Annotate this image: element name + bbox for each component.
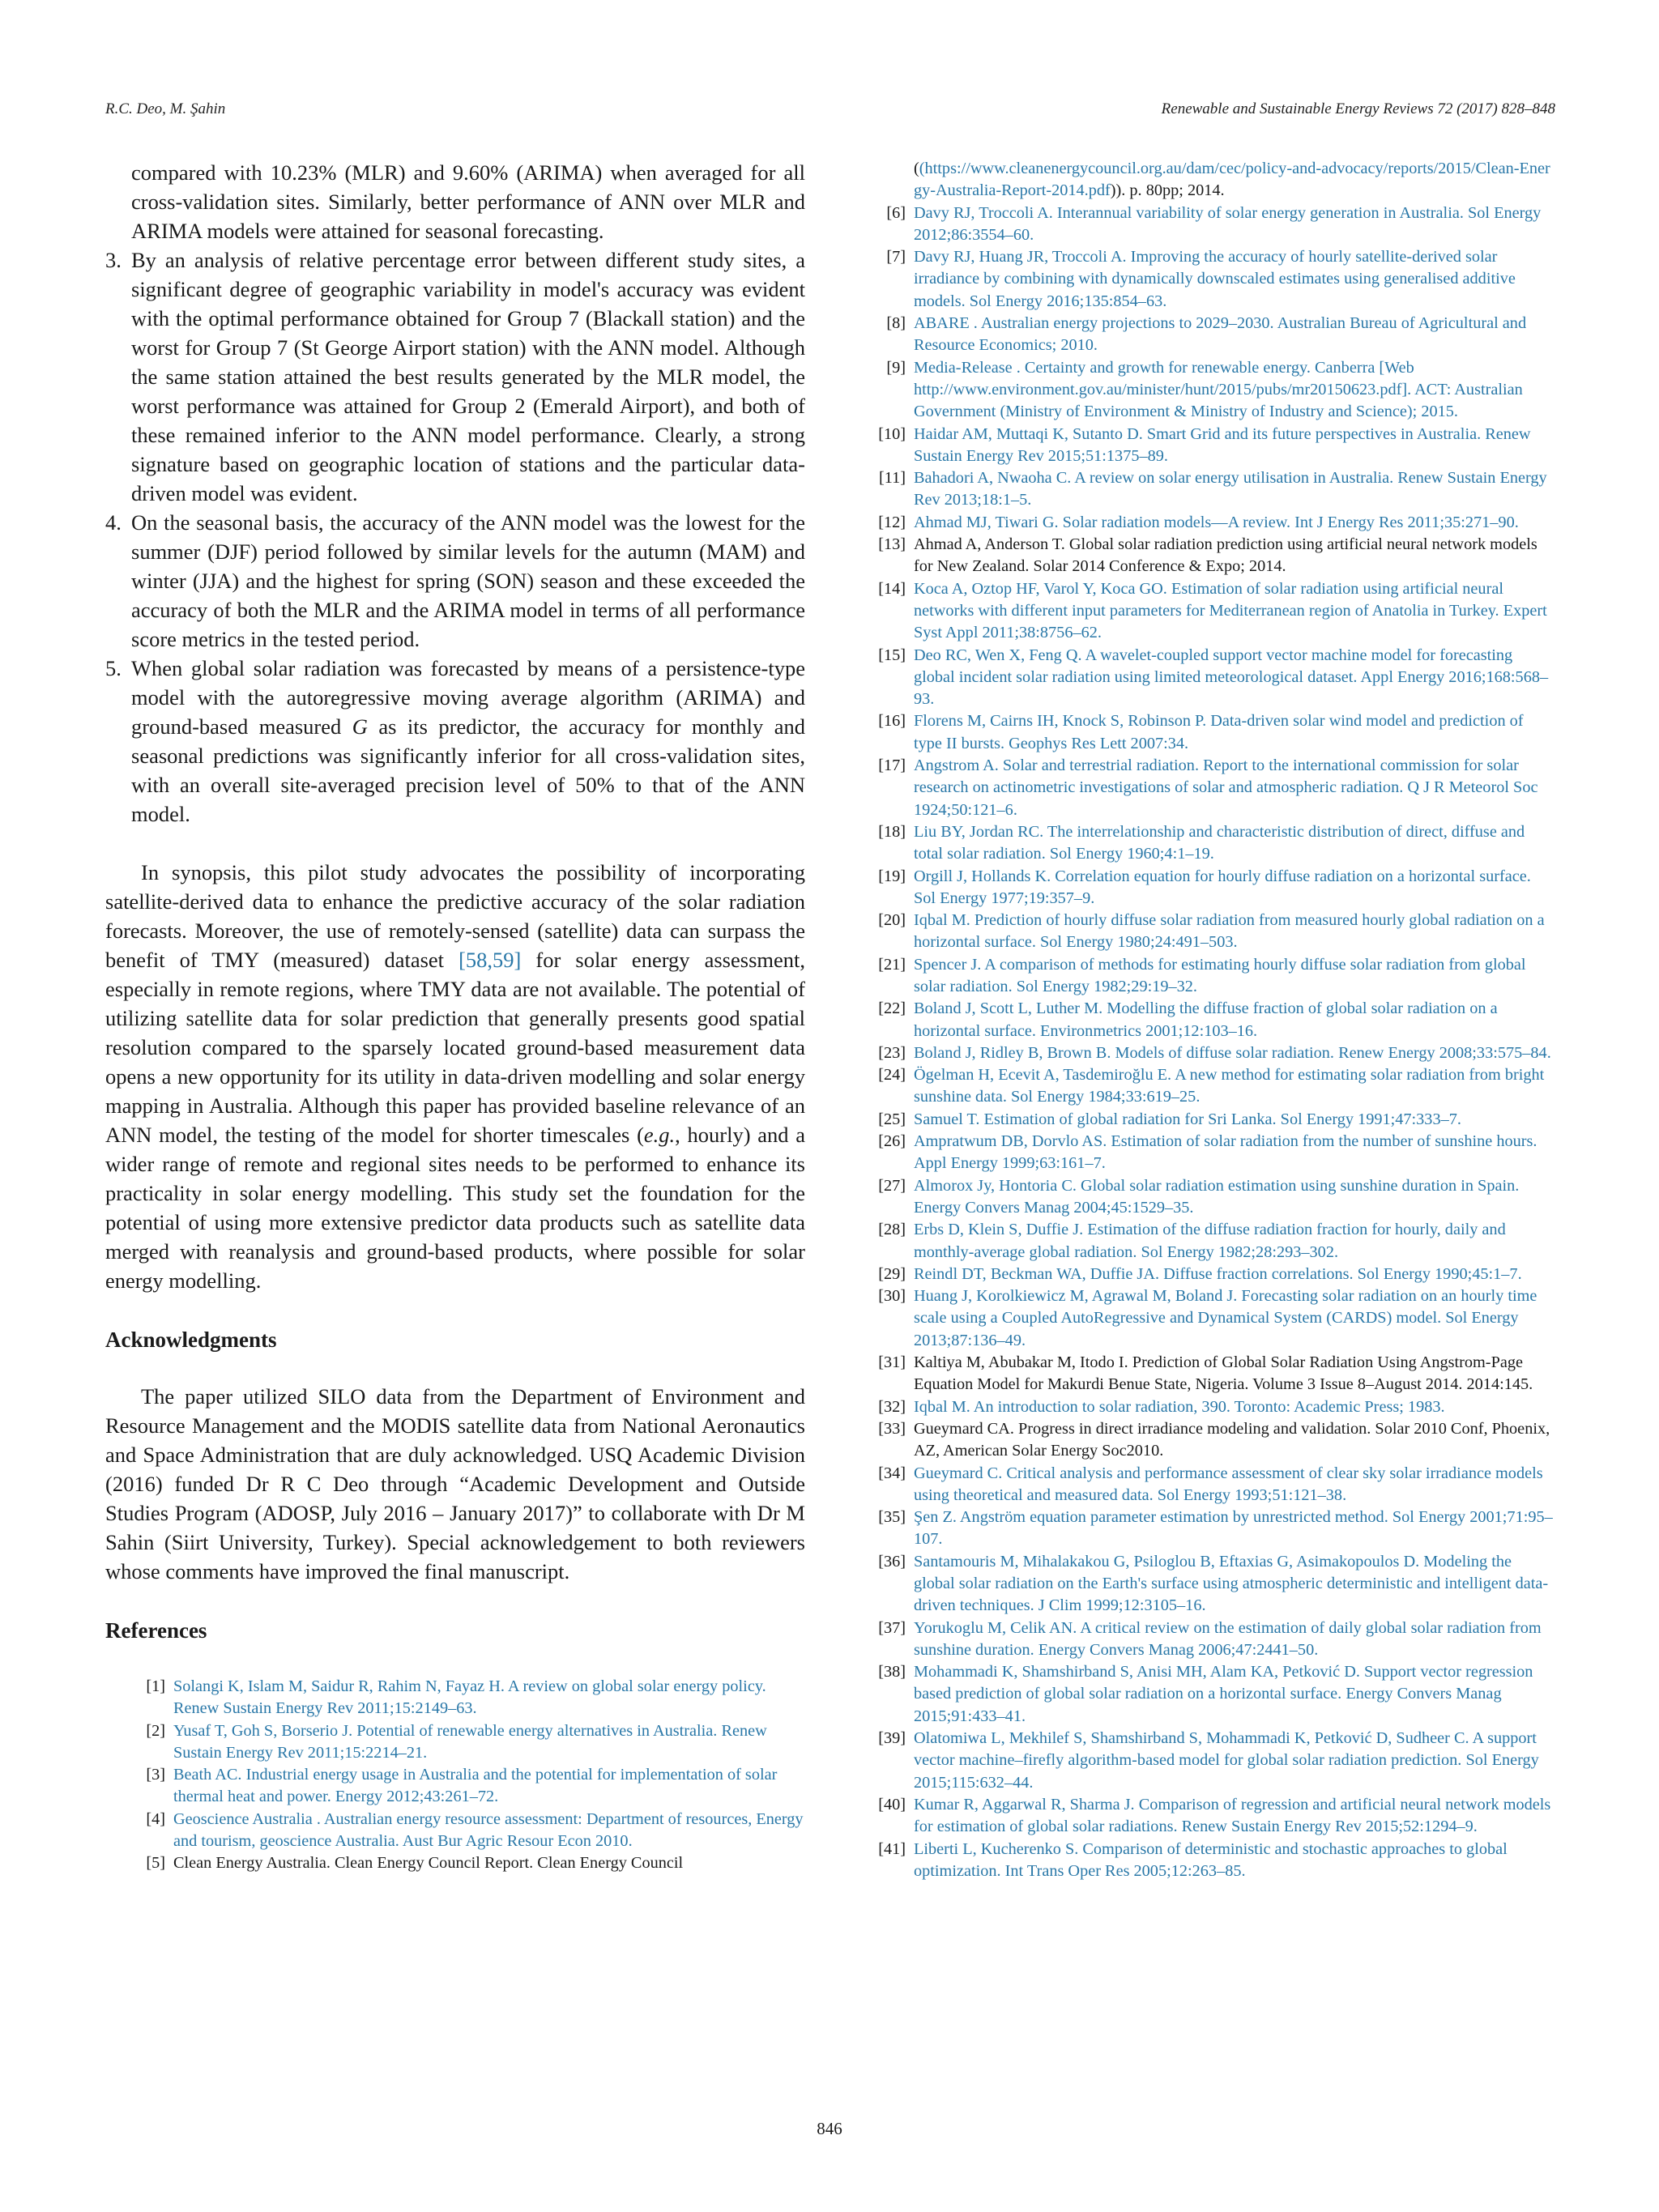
list-continuation: compared with 10.23% (MLR) and 9.60% (ARIMA) when averaged for all cross-validation sites. Similarly, better performance of ANN over MLR and ARIMA models were attained for seasonal forecasting. bbox=[131, 160, 805, 243]
reference-url-link[interactable]: (https://www.cleanenergycouncil.org.au/dam/cec/policy-and-advocacy/reports/2015/Clean-Energy-Australia-Report-2014.pdf bbox=[914, 160, 1550, 200]
reference-number: [39] bbox=[878, 1729, 906, 1748]
reference-number: [11] bbox=[878, 469, 906, 488]
reference-number: [9] bbox=[886, 358, 906, 377]
reference-text: ( bbox=[914, 160, 919, 177]
left-column bbox=[105, 158, 805, 1875]
reference-item[interactable] bbox=[864, 424, 1555, 468]
reference-number: [8] bbox=[886, 314, 906, 333]
reference-item[interactable] bbox=[864, 710, 1555, 755]
reference-number: [32] bbox=[878, 1397, 906, 1416]
synopsis-text: In synopsis, this pilot study advocates the possibility of incorporating satellite-derived data to enhance the predictive accuracy of the solar radiation forecasts. Moreover, the use of remotely-sensed (satellite) data can surpass the benefit of TMY (measured) dataset bbox=[105, 860, 805, 972]
reference-number: [6] bbox=[886, 203, 906, 222]
reference-text: Beath AC. Industrial energy usage in Australia and the potential for implementation of solar thermal heat and power. Energy 2012;43:261–72. bbox=[173, 1766, 778, 1806]
reference-number: [5] bbox=[146, 1854, 165, 1873]
reference-number: [30] bbox=[878, 1287, 906, 1306]
reference-item[interactable] bbox=[864, 1042, 1555, 1064]
reference-text: Santamouris M, Mihalakakou G, Psiloglou B, Eftaxias G, Asimakopoulos D. Modeling the global solar radiation on the Earth's surface using atmospheric deterministic and intelligent data-driven techniques. J Clim 1999;12:3105–16. bbox=[914, 1552, 1549, 1615]
acknowledgments-heading: Acknowledgments bbox=[105, 1328, 277, 1352]
list-text: When global solar radiation was forecasted by means of a persistence-type model with the autoregressive moving average algorithm (ARIMA) and ground-based measured bbox=[131, 656, 805, 739]
conclusions-list bbox=[105, 245, 805, 829]
list-number: 4. bbox=[105, 510, 122, 535]
reference-number: [35] bbox=[878, 1508, 906, 1527]
reference-item[interactable] bbox=[864, 1064, 1555, 1109]
reference-item bbox=[864, 1352, 1555, 1396]
reference-text: Bahadori A, Nwaoha C. A review on solar energy utilisation in Australia. Renew Sustain Energy Rev 2013;18:1–5. bbox=[914, 469, 1547, 509]
reference-number: [24] bbox=[878, 1066, 906, 1085]
reference-number: [40] bbox=[878, 1795, 906, 1813]
reference-number: [31] bbox=[878, 1353, 906, 1372]
list-text: By an analysis of relative percentage error between different study sites, a significant degree of geographic variability in model's accuracy was evident with the optimal performance obtained for Group 7 (Blackall station) and the worst for Group 7 (St George Airport station) with the ANN model. Although the same station attained the best results generated by the MLR model, the worst performance was attained for Group 2 (Emerald Airport), and both of these remained inferior to the ANN model performance. Clearly, a strong signature based on geographic location of stations and the particular data-driven model was evident. bbox=[131, 248, 805, 505]
reference-text: Iqbal M. An introduction to solar radiation, 390. Toronto: Academic Press; 1983. bbox=[914, 1397, 1445, 1416]
references-list-left bbox=[105, 1676, 805, 1875]
reference-item[interactable] bbox=[864, 1264, 1555, 1285]
reference-number: [14] bbox=[878, 579, 906, 598]
reference-item bbox=[123, 1852, 805, 1874]
reference-number: [15] bbox=[878, 646, 906, 664]
running-header-authors: R.C. Deo, M. Şahin bbox=[105, 100, 226, 117]
variable-g: G bbox=[352, 714, 368, 739]
reference-number: [25] bbox=[878, 1110, 906, 1128]
reference-item[interactable] bbox=[864, 357, 1555, 424]
reference-number: [21] bbox=[878, 955, 906, 974]
reference-number: [16] bbox=[878, 712, 906, 731]
reference-number: [2] bbox=[146, 1721, 165, 1740]
page-number: 846 bbox=[817, 2119, 842, 2138]
reference-number: [29] bbox=[878, 1264, 906, 1283]
reference-5-continuation bbox=[864, 158, 1555, 202]
reference-item[interactable] bbox=[864, 512, 1555, 534]
reference-item[interactable] bbox=[864, 821, 1555, 866]
reference-text: Erbs D, Klein S, Duffie J. Estimation of the diffuse radiation fraction for hourly, daily and monthly-average global radiation. Sol Energy 1982;28:293–302. bbox=[914, 1221, 1506, 1261]
reference-item[interactable] bbox=[864, 467, 1555, 512]
reference-item[interactable] bbox=[864, 755, 1555, 821]
reference-item[interactable] bbox=[864, 1285, 1555, 1352]
reference-item[interactable] bbox=[864, 1219, 1555, 1264]
reference-text: Koca A, Oztop HF, Varol Y, Koca GO. Estimation of solar radiation using artificial neural networks with different input parameters for Mediterranean region of Anatolia in Turkey. Expert Syst Appl 2011;38:8756–62. bbox=[914, 579, 1547, 642]
reference-text: Boland J, Ridley B, Brown B. Models of diffuse solar radiation. Renew Energy 2008;33:575–84. bbox=[914, 1043, 1551, 1062]
reference-item[interactable] bbox=[123, 1809, 805, 1853]
reference-text: Ahmad MJ, Tiwari G. Solar radiation models—A review. Int J Energy Res 2011;35:271–90. bbox=[914, 513, 1519, 531]
reference-item[interactable] bbox=[864, 1175, 1555, 1220]
reference-number: [23] bbox=[878, 1043, 906, 1062]
reference-item bbox=[864, 1418, 1555, 1463]
reference-number: [20] bbox=[878, 911, 906, 930]
reference-item[interactable] bbox=[864, 1507, 1555, 1551]
reference-item[interactable] bbox=[123, 1676, 805, 1720]
citation-link[interactable]: [58,59] bbox=[458, 948, 522, 972]
reference-item[interactable] bbox=[864, 1551, 1555, 1617]
references-heading: References bbox=[105, 1618, 207, 1643]
reference-item[interactable] bbox=[864, 645, 1555, 711]
reference-item[interactable] bbox=[864, 202, 1555, 247]
reference-item[interactable] bbox=[864, 1794, 1555, 1839]
reference-text: Kumar R, Aggarwal R, Sharma J. Comparison of regression and artificial neural network models for estimation of global solar radiations. Renew Sustain Energy Rev 2015;52:1294–9. bbox=[914, 1795, 1551, 1836]
reference-text: )). p. 80pp; 2014. bbox=[1110, 181, 1225, 200]
synopsis-text: , hourly) and a wider range of remote and regional sites needs to be performed to enhance its practicality in solar energy modelling. This study set the foundation for the potential of using more extensive predictor data products such as satellite data merged with reanalysis and ground-based products, where possible for solar energy modelling. bbox=[105, 1123, 805, 1293]
reference-item[interactable] bbox=[123, 1764, 805, 1809]
reference-text: Deo RC, Wen X, Feng Q. A wavelet-coupled support vector machine model for forecasting global incident solar radiation using limited meteorological dataset. Appl Energy 2016;168:568–93. bbox=[914, 646, 1549, 709]
reference-number: [38] bbox=[878, 1663, 906, 1681]
reference-text: Geoscience Australia . Australian energy resource assessment: Department of resources, Energy and tourism, geoscience Australia. Aust Bur Agric Resour Econ 2010. bbox=[173, 1809, 804, 1851]
reference-text: Davy RJ, Troccoli A. Interannual variability of solar energy generation in Australia. Sol Energy 2012;86:3554–60. bbox=[914, 203, 1542, 244]
reference-item[interactable] bbox=[864, 1463, 1555, 1507]
reference-number: [41] bbox=[878, 1839, 906, 1858]
reference-text: Solangi K, Islam M, Saidur R, Rahim N, Fayaz H. A review on global solar energy policy. Renew Sustain Energy Rev 2011;15:2149–63. bbox=[173, 1677, 766, 1718]
reference-number: [33] bbox=[878, 1419, 906, 1438]
reference-text: Liu BY, Jordan RC. The interrelationship and characteristic distribution of direct, diffuse and total solar radiation. Sol Energy 1960;4:1–19. bbox=[914, 822, 1525, 863]
reference-number: [22] bbox=[878, 999, 906, 1018]
list-number: 3. bbox=[105, 248, 122, 272]
reference-number: [28] bbox=[878, 1221, 906, 1239]
reference-number: [27] bbox=[878, 1176, 906, 1195]
reference-text: Haidar AM, Muttaqi K, Sutanto D. Smart Grid and its future perspectives in Australia. Renew Sustain Energy Rev 2015;51:1375–89. bbox=[914, 424, 1531, 465]
reference-text: Olatomiwa L, Mekhilef S, Shamshirband S, Mohammadi K, Petković D, Sudheer C. A support vector machine–firefly algorithm-based model for global solar radiation prediction. Sol Energy 2015;115:632–44. bbox=[914, 1729, 1539, 1792]
reference-text: Clean Energy Australia. Clean Energy Council Report. Clean Energy Council bbox=[173, 1854, 684, 1873]
reference-text: Yusaf T, Goh S, Borserio J. Potential of renewable energy alternatives in Australia. Renew Sustain Energy Rev 2011;15:2214–21. bbox=[173, 1721, 767, 1762]
list-item bbox=[105, 508, 805, 654]
reference-text: Gueymard CA. Progress in direct irradiance modeling and validation. Solar 2010 Conf, Phoenix, AZ, American Solar Energy Soc2010. bbox=[914, 1419, 1550, 1460]
reference-item[interactable] bbox=[864, 866, 1555, 910]
reference-text: Samuel T. Estimation of global radiation for Sri Lanka. Sol Energy 1991;47:333–7. bbox=[914, 1110, 1461, 1128]
reference-text: Iqbal M. Prediction of hourly diffuse solar radiation from measured hourly global radiation on a horizontal surface. Sol Energy 1980;24:491–503. bbox=[914, 911, 1545, 952]
reference-number: [7] bbox=[886, 248, 906, 266]
reference-item[interactable] bbox=[864, 998, 1555, 1042]
reference-item[interactable] bbox=[864, 578, 1555, 645]
right-column bbox=[864, 158, 1555, 1882]
reference-text: Almorox Jy, Hontoria C. Global solar radiation estimation using sunshine duration in Spain. Energy Convers Manag 2004;45:1529–35. bbox=[914, 1176, 1520, 1217]
reference-item[interactable] bbox=[864, 1728, 1555, 1794]
reference-number: [1] bbox=[146, 1677, 165, 1695]
running-header-journal: Renewable and Sustainable Energy Reviews 72 (2017) 828–848 bbox=[1161, 100, 1555, 117]
reference-item[interactable] bbox=[864, 1661, 1555, 1728]
reference-number: [26] bbox=[878, 1132, 906, 1151]
reference-text: Media-Release . Certainty and growth for renewable energy. Canberra [Web http://www.environment.gov.au/minister/hunt/2015/pubs/mr20150623.pdf]. ACT: Australian Government (Ministry of Environment & Ministry of Industry and Science); 2015. bbox=[914, 358, 1523, 421]
reference-text: Orgill J, Hollands K. Correlation equation for hourly diffuse radiation on a horizontal surface. Sol Energy 1977;19:357–9. bbox=[914, 867, 1531, 907]
reference-item[interactable] bbox=[123, 1720, 805, 1765]
reference-number: [4] bbox=[146, 1809, 165, 1828]
reference-number: [13] bbox=[878, 535, 906, 554]
reference-text: Florens M, Cairns IH, Knock S, Robinson P. Data-driven solar wind model and prediction of type II bursts. Geophys Res Lett 2007:34. bbox=[914, 712, 1524, 752]
reference-text: Boland J, Scott L, Luther M. Modelling the diffuse fraction of global solar radiation on a horizontal surface. Environmetrics 2001;12:103–16. bbox=[914, 999, 1498, 1040]
reference-text: Reindl DT, Beckman WA, Duffie JA. Diffuse fraction correlations. Sol Energy 1990;45:1–7. bbox=[914, 1264, 1522, 1283]
reference-text: Yorukoglu M, Celik AN. A critical review on the estimation of daily global solar radiation from sunshine duration. Energy Convers Manag 2006;47:2441–50. bbox=[914, 1618, 1542, 1659]
references-list-right bbox=[864, 202, 1555, 1883]
reference-text: Kaltiya M, Abubakar M, Itodo I. Prediction of Global Solar Radiation Using Angstrom-Page Equation Model for Makurdi Benue State, Nigeria. Volume 3 Issue 8–August 2014. 2014:145. bbox=[914, 1353, 1533, 1394]
acknowledgments-text: The paper utilized SILO data from the Department of Environment and Resource Management and the MODIS satellite data from National Aeronautics and Space Administration that are duly acknowledged. USQ Academic Division (2016) funded Dr R C Deo through “Academic Development and Outside Studies Program (ADOSP, July 2016 – January 2017)” to collaborate with Dr M Sahin (Siirt University, Turkey). Special acknowledgement to both reviewers whose comments have improved the final manuscript. bbox=[105, 1384, 805, 1583]
reference-item[interactable] bbox=[864, 1131, 1555, 1175]
reference-item[interactable] bbox=[864, 1839, 1555, 1883]
reference-text: Angstrom A. Solar and terrestrial radiation. Report to the international commission for solar research on actinometric investigations of solar and atmospheric radiation. Q J R Meteorol Soc 1924;50:121–6. bbox=[914, 757, 1538, 819]
reference-text: Mohammadi K, Shamshirband S, Anisi MH, Alam KA, Petković D. Support vector regression based prediction of global solar radiation on a horizontal surface. Energy Convers Manag 2015;91:433–41. bbox=[914, 1663, 1533, 1725]
reference-item bbox=[864, 534, 1555, 578]
reference-text: Spencer J. A comparison of methods for estimating hourly diffuse solar radiation from global solar radiation. Sol Energy 1982;29:19–32. bbox=[914, 955, 1526, 995]
reference-number: [19] bbox=[878, 867, 906, 885]
reference-number: [34] bbox=[878, 1464, 906, 1482]
reference-text: Davy RJ, Huang JR, Troccoli A. Improving the accuracy of hourly satellite-derived solar irradiance by combining with dynamically downscaled estimates using generalised additive models. Sol Energy 2016;135:854–63. bbox=[914, 248, 1516, 310]
reference-number: [37] bbox=[878, 1618, 906, 1637]
reference-item[interactable] bbox=[864, 1396, 1555, 1418]
reference-number: [18] bbox=[878, 822, 906, 841]
reference-item[interactable] bbox=[864, 1617, 1555, 1662]
reference-number: [12] bbox=[878, 513, 906, 531]
reference-number: [3] bbox=[146, 1766, 165, 1784]
reference-number: [17] bbox=[878, 757, 906, 775]
reference-text: ABARE . Australian energy projections to 2029–2030. Australian Bureau of Agricultural and Resource Economics; 2010. bbox=[914, 314, 1527, 355]
reference-item[interactable] bbox=[864, 910, 1555, 954]
reference-number: [36] bbox=[878, 1552, 906, 1571]
reference-text: Ampratwum DB, Dorvlo AS. Estimation of solar radiation from the number of sunshine hours. Appl Energy 1999;63:161–7. bbox=[914, 1132, 1537, 1173]
reference-item[interactable] bbox=[864, 313, 1555, 357]
list-text: On the seasonal basis, the accuracy of the ANN model was the lowest for the summer (DJF) period followed by similar levels for the autumn (MAM) and winter (JJA) and the highest for spring (SON) season and these exceeded the accuracy of both the MLR and the ARIMA model in terms of all performance score metrics in the tested period. bbox=[131, 510, 805, 651]
reference-item[interactable] bbox=[864, 1109, 1555, 1131]
synopsis-paragraph bbox=[105, 858, 805, 1295]
reference-text: Huang J, Korolkiewicz M, Agrawal M, Boland J. Forecasting solar radiation on an hourly time scale using a Coupled AutoRegressive and Dynamical System (CARDS) model. Sol Energy 2013;87:136–49. bbox=[914, 1287, 1537, 1349]
list-text: as its predictor, the accuracy for monthly and seasonal predictions was significantly inferior for all cross-validation sites, with an overall site-averaged precision level of 50% to that of the ANN model. bbox=[131, 714, 805, 826]
reference-text: Gueymard C. Critical analysis and performance assessment of clear sky solar irradiance models using theoretical and measured data. Sol Energy 1993;51:121–38. bbox=[914, 1464, 1543, 1504]
synopsis-text: for solar energy assessment, especially in remote regions, where TMY data are not available. The potential of utilizing satellite data for solar prediction that generally presents good spatial resolution compared to the sparsely located ground-based measurement data opens a new opportunity for its utility in data-driven modelling and solar energy mapping in Australia. Although this paper has provided baseline relevance of an ANN model, the testing of the model for shorter timescales ( bbox=[105, 948, 805, 1147]
list-item bbox=[105, 654, 805, 829]
reference-text: Ögelman H, Ecevit A, Tasdemiroğlu E. A new method for estimating solar radiation from bright sunshine data. Sol Energy 1984;33:619–25. bbox=[914, 1066, 1545, 1106]
list-number: 5. bbox=[105, 656, 122, 680]
reference-item[interactable] bbox=[864, 954, 1555, 999]
reference-item[interactable] bbox=[864, 246, 1555, 313]
reference-text: Şen Z. Angström equation parameter estimation by unrestricted method. Sol Energy 2001;71:95–107. bbox=[914, 1508, 1553, 1549]
list-item bbox=[105, 245, 805, 508]
reference-number: [10] bbox=[878, 424, 906, 443]
reference-text: Liberti L, Kucherenko S. Comparison of deterministic and stochastic approaches to global optimization. Int Trans Oper Res 2005;12:263–85. bbox=[914, 1839, 1508, 1880]
reference-text: Ahmad A, Anderson T. Global solar radiation prediction using artificial neural network models for New Zealand. Solar 2014 Conference & Expo; 2014. bbox=[914, 535, 1537, 576]
synopsis-eg: e.g. bbox=[643, 1123, 676, 1147]
